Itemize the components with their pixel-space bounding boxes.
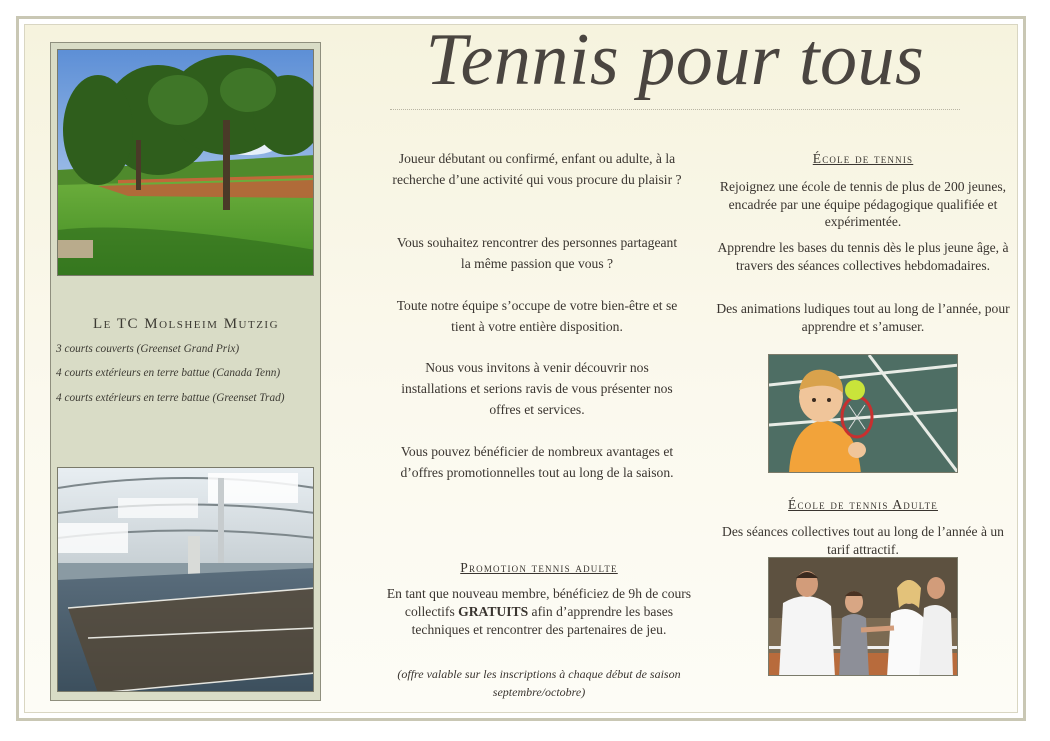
school-paragraph: Rejoignez une école de tennis de plus de 200 jeunes, encadrée par une équipe pédagogique qualifiée et expérimentée. — [719, 179, 1007, 229]
adult-players-photo — [768, 557, 958, 676]
school-paragraph: Apprendre les bases du tennis dès le plus jeune âge, à travers des séances collectives hebdomadaires. — [717, 240, 1009, 273]
outdoor-courts-photo — [57, 49, 314, 276]
title-divider — [390, 109, 960, 110]
court-info-line: 4 courts extérieurs en terre battue (Greenset Trad) — [56, 392, 285, 404]
intro-paragraph: Joueur débutant ou confirmé, enfant ou adulte, à la recherche d’une activité qui vous procure du plaisir ? — [392, 151, 682, 187]
intro-paragraph: Nous vous invitons à venir découvrir nos installations et serions ravis de vous présenter nos offres et services. — [401, 360, 673, 417]
kid-tennis-photo — [768, 354, 958, 473]
promo-note: (offre valable sur les inscriptions à chaque début de saison septembre/octobre) — [397, 667, 681, 699]
free-highlight: GRATUITS — [458, 604, 529, 619]
promo-paragraph: En tant que nouveau membre, bénéficiez de 9h de cours collectifs GRATUITS afin d’apprendre les bases techniques et rencontrer des partenaires de jeu. — [386, 586, 692, 637]
intro-paragraph: Vous souhaitez rencontrer des personnes partageant la même passion que vous ? — [396, 235, 678, 271]
court-info-line: 4 courts extérieurs en terre battue (Canada Tenn) — [56, 367, 281, 379]
club-name-heading: Le TC Molsheim Mutzig — [92, 316, 280, 332]
page-title: Tennis pour tous — [425, 19, 925, 101]
adult-school-paragraph: Des séances collectives tout au long de l’année à un tarif attractif. — [722, 524, 1004, 557]
school-heading: École de tennis — [812, 151, 914, 166]
promo-heading: Promotion tennis adulte — [460, 560, 618, 575]
school-paragraph: Des animations ludiques tout au long de l’année, pour apprendre et s’amuser. — [716, 301, 1010, 334]
court-info-line: 3 courts couverts (Greenset Grand Prix) — [56, 343, 240, 355]
indoor-courts-photo — [57, 467, 314, 692]
intro-paragraph: Toute notre équipe s’occupe de votre bien-être et se tient à votre entière disposition. — [396, 298, 678, 334]
adult-school-heading: École de tennis Adulte — [788, 497, 938, 512]
intro-paragraph: Vous pouvez bénéficier de nombreux avantages et d’offres promotionnelles tout au long de la saison. — [400, 444, 674, 480]
